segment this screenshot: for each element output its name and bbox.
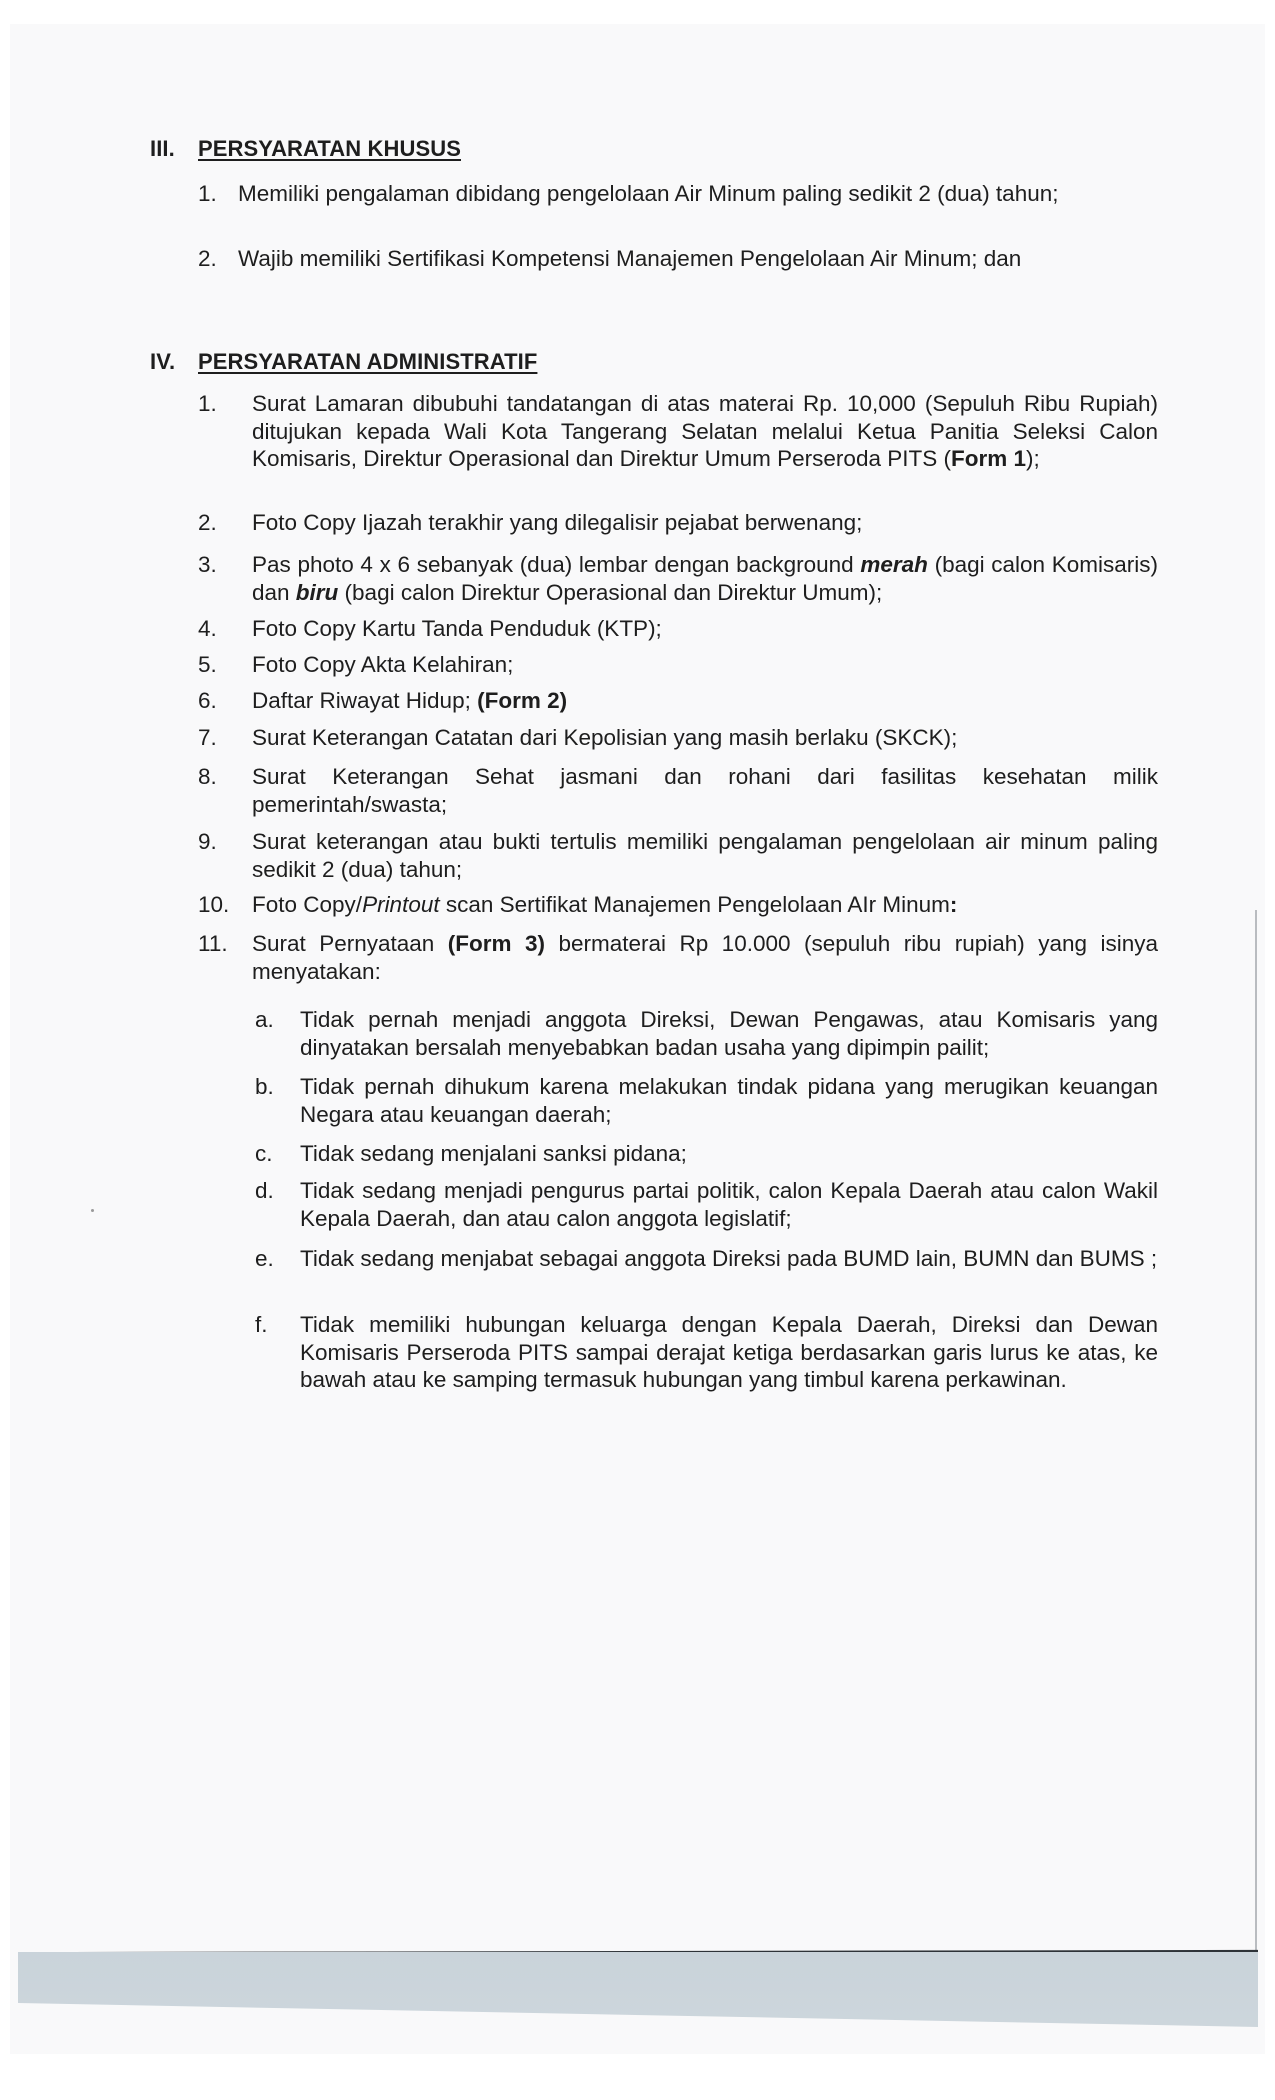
item-text: Foto Copy Kartu Tanda Penduduk (KTP); — [252, 616, 662, 641]
item-number: 11. — [198, 931, 228, 956]
item-text: Surat Pernyataan (Form 3) bermaterai Rp 10.000 (sepuluh ribu rupiah) yang isinya menyatakan: — [252, 931, 1158, 984]
item-text: Foto Copy Akta Kelahiran; — [252, 652, 514, 677]
sub-item-text: Tidak memiliki hubungan keluarga dengan Kepala Daerah, Direksi dan Dewan Komisaris Perseroda PITS sampai derajat ketiga berdasarkan garis lurus ke atas, ke bawah atau ke samping termasuk hubungan yang timbul karena perkawinan. — [300, 1312, 1158, 1392]
item-number: 5. — [198, 652, 217, 677]
sub-item-text: Tidak pernah menjadi anggota Direksi, Dewan Pengawas, atau Komisaris yang dinyatakan bersalah menyebabkan badan usaha yang dipimpin pailit; — [300, 1007, 1158, 1060]
item-number: 8. — [198, 764, 217, 789]
item-number: 7. — [198, 725, 217, 750]
scan-speck — [91, 1209, 94, 1212]
item-number: 4. — [198, 616, 217, 641]
item-number: 3. — [198, 552, 217, 577]
sub-item-letter: f. — [255, 1312, 268, 1337]
item-number: 9. — [198, 829, 217, 854]
item-text: Foto Copy Ijazah terakhir yang dilegalisir pejabat berwenang; — [252, 510, 863, 535]
sub-item-letter: a. — [255, 1007, 274, 1032]
item-text: Daftar Riwayat Hidup; (Form 2) — [252, 688, 568, 713]
sub-item-letter: c. — [255, 1141, 273, 1166]
item-text: Wajib memiliki Sertifikasi Kompetensi Manajemen Pengelolaan Air Minum; dan — [238, 246, 1022, 271]
section-numeral: III. — [150, 136, 175, 161]
sub-item-letter: b. — [255, 1074, 274, 1099]
sub-item-letter: e. — [255, 1246, 274, 1271]
section-title: PERSYARATAN ADMINISTRATIF — [198, 349, 538, 374]
page-edge-line — [1255, 910, 1257, 2020]
item-number: 2. — [198, 246, 217, 271]
item-number: 10. — [198, 892, 230, 917]
section-numeral: IV. — [150, 349, 176, 374]
item-text: Pas photo 4 x 6 sebanyak (dua) lembar dengan background merah (bagi calon Komisaris) dan biru (bagi calon Direktur Operasional dan Direktur Umum); — [252, 552, 1158, 605]
item-text: Memiliki pengalaman dibidang pengelolaan Air Minum paling sedikit 2 (dua) tahun; — [238, 181, 1059, 206]
item-number: 1. — [198, 391, 217, 416]
sub-item-letter: d. — [255, 1178, 274, 1203]
section-title: PERSYARATAN KHUSUS — [198, 136, 461, 161]
sub-item-text: Tidak sedang menjabat sebagai anggota Direksi pada BUMD lain, BUMN dan BUMS ; — [300, 1246, 1158, 1271]
sub-item-text: Tidak pernah dihukum karena melakukan tindak pidana yang merugikan keuangan Negara atau keuangan daerah; — [300, 1074, 1158, 1127]
item-text: Foto Copy/Printout scan Sertifikat Manajemen Pengelolaan AIr Minum: — [252, 892, 958, 917]
item-text: Surat Keterangan Sehat jasmani dan rohani dari fasilitas kesehatan milik pemerintah/swasta; — [252, 764, 1158, 817]
item-number: 2. — [198, 510, 217, 535]
item-text: Surat Keterangan Catatan dari Kepolisian yang masih berlaku (SKCK); — [252, 725, 958, 750]
item-number: 6. — [198, 688, 217, 713]
item-text: Surat keterangan atau bukti tertulis memiliki pengalaman pengelolaan air minum paling sedikit 2 (dua) tahun; — [252, 829, 1158, 882]
sub-item-text: Tidak sedang menjalani sanksi pidana; — [300, 1141, 687, 1166]
item-text: Surat Lamaran dibubuhi tandatangan di atas materai Rp. 10,000 (Sepuluh Ribu Rupiah) ditujukan kepada Wali Kota Tangerang Selatan melalui Ketua Panitia Seleksi Calon Komisaris, Direktur Operasional dan Direktur Umum Perseroda PITS (Form 1); — [252, 391, 1158, 471]
item-number: 1. — [198, 181, 217, 206]
sub-item-text: Tidak sedang menjadi pengurus partai politik, calon Kepala Daerah atau calon Wakil Kepala Daerah, dan atau calon anggota legislatif; — [300, 1178, 1158, 1231]
